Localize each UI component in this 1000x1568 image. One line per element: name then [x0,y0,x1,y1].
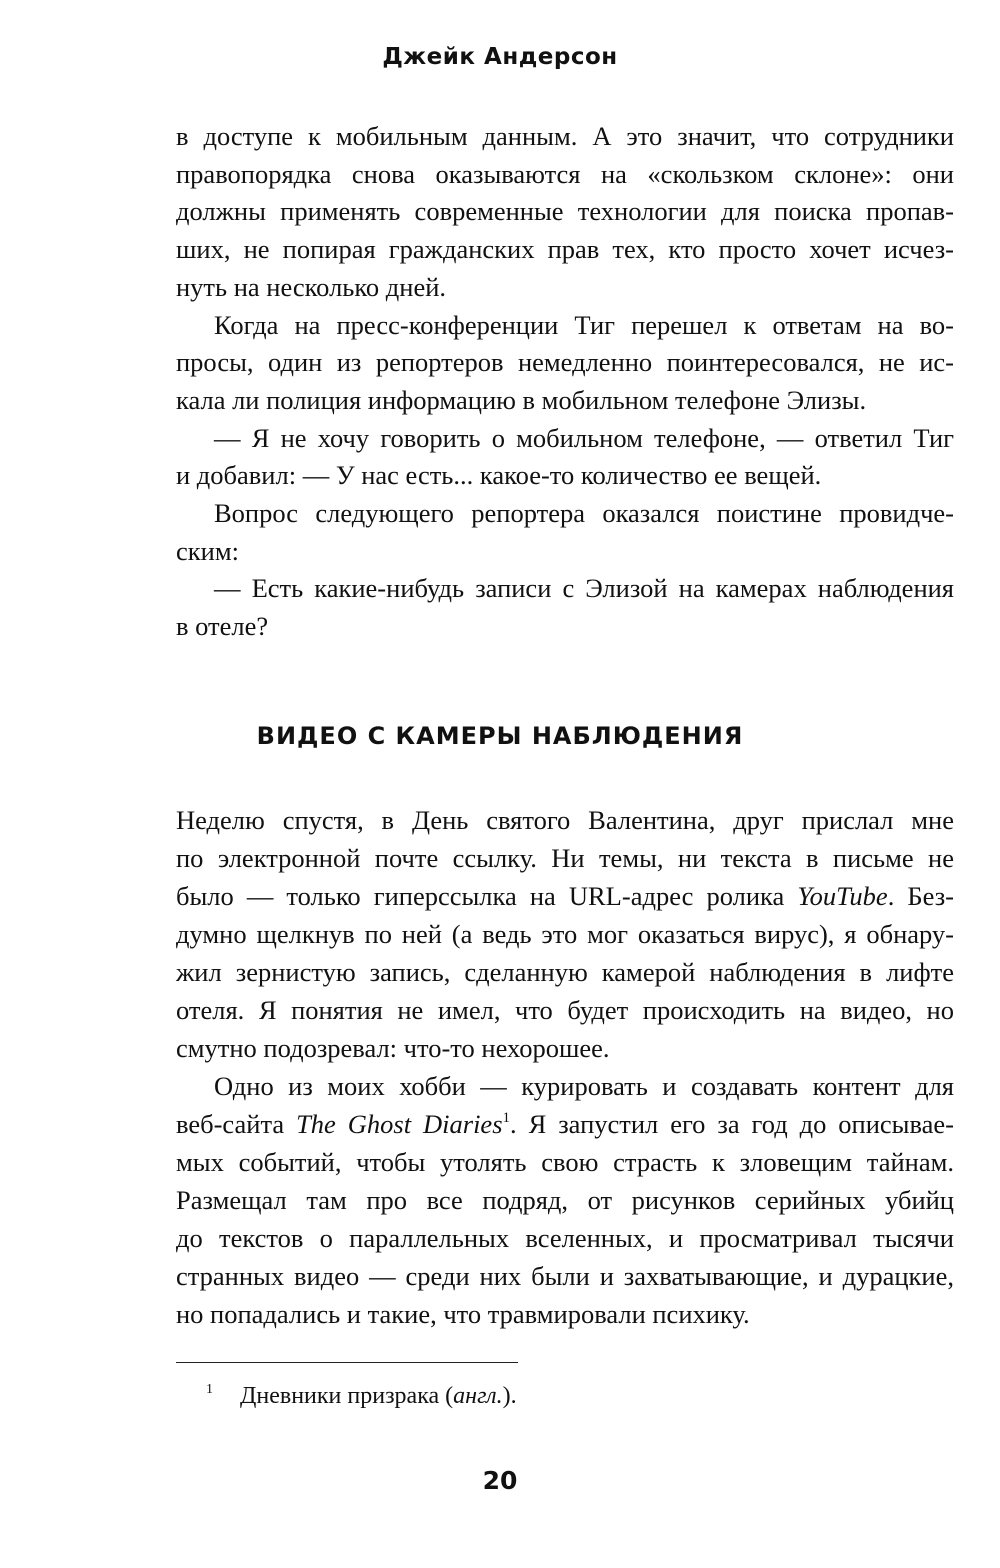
text-line: Неделю спустя, в День святого Валентина, друг прислал мне [176,805,954,835]
footnote-mark: 1 [206,1382,213,1397]
footnote-text-end: ). [502,1383,517,1409]
text-line: — Есть какие-нибудь записи с Элизой на камерах наблюдения [214,573,954,604]
text-line-ghost-diaries [176,1105,954,1143]
text-line: должны применять современные технологии для поиска пропав- [176,196,954,227]
text-line: мых событий, чтобы утолять свою страсть к зловещим тайнам. [176,1147,954,1177]
text-line-youtube [176,877,954,915]
running-head: Джейк Андерсон [382,44,618,70]
youtube-italic: YouTube [797,881,888,911]
text-line: нуть на несколько дней. [176,271,447,302]
body-text-top [176,118,954,646]
text-line: странных видео — среди них были и захватывающие, и дурацкие, [176,1261,954,1291]
text-line: но попадались и такие, что травмировали психику. [176,1299,750,1329]
text-segment: . Без- [887,881,954,911]
text-line: смутно подозревал: что-то нехорошее. [176,1033,610,1063]
text-segment: веб-сайта [176,1109,297,1139]
ghost-diaries-italic: The Ghost Diaries [296,1109,503,1139]
body-text-bottom [176,801,954,1333]
text-line: и добавил: — У нас есть... какое-то количество ее вещей. [176,460,822,491]
text-line: думно щелкнув по ней (а ведь это мог оказаться вирус), я обнару- [176,919,954,949]
footnote [176,1373,517,1413]
text-segment: . Я запустил его за год до описывае- [510,1109,954,1139]
text-segment: было — только гиперссылка на URL-адрес ролика [176,881,798,911]
text-line: жил зернистую запись, сделанную камерой наблюдения в лифте [176,957,954,987]
text-line: просы, один из репортеров немедленно поинтересовался, не ис- [176,347,954,378]
text-line: ским: [176,535,239,566]
text-line: кала ли полиция информацию в мобильном телефоне Элизы. [176,384,867,415]
text-line: Одно из моих хобби — курировать и создавать контент для [214,1071,954,1101]
text-line: в доступе к мобильным данным. А это значит, что сотрудники [176,121,954,151]
text-line: Размещал там про все подряд, от рисунков серийных убийц [176,1185,954,1215]
text-line: в отеле? [176,611,269,642]
text-line: правопорядка снова оказываются на «скользком склоне»: они [176,158,954,189]
text-line: по электронной почте ссылку. Ни темы, ни текста в письме не [176,843,954,873]
text-line: до текстов о параллельных вселенных, и просматривал тысячи [176,1223,954,1253]
text-line: Вопрос следующего репортера оказался поистине провидче- [214,498,954,529]
footnote-divider [176,1362,518,1363]
text-line: ших, не попирая гражданских прав тех, кто просто хочет исчез- [176,234,954,265]
footnote-italic: англ. [453,1383,503,1409]
footnote-reference[interactable]: 1 [502,1110,511,1126]
text-line: отеля. Я понятия не имел, что будет происходить на видео, но [176,995,954,1025]
footnote-text: Дневники призрака ( [240,1383,454,1409]
text-line: Когда на пресс-конференции Тиг перешел к ответам на во- [214,309,954,340]
text-line: — Я не хочу говорить о мобильном телефоне, — ответил Тиг [214,422,954,453]
page-number: 20 [482,1466,518,1495]
section-heading: ВИДЕО С КАМЕРЫ НАБЛЮДЕНИЯ [256,722,744,750]
